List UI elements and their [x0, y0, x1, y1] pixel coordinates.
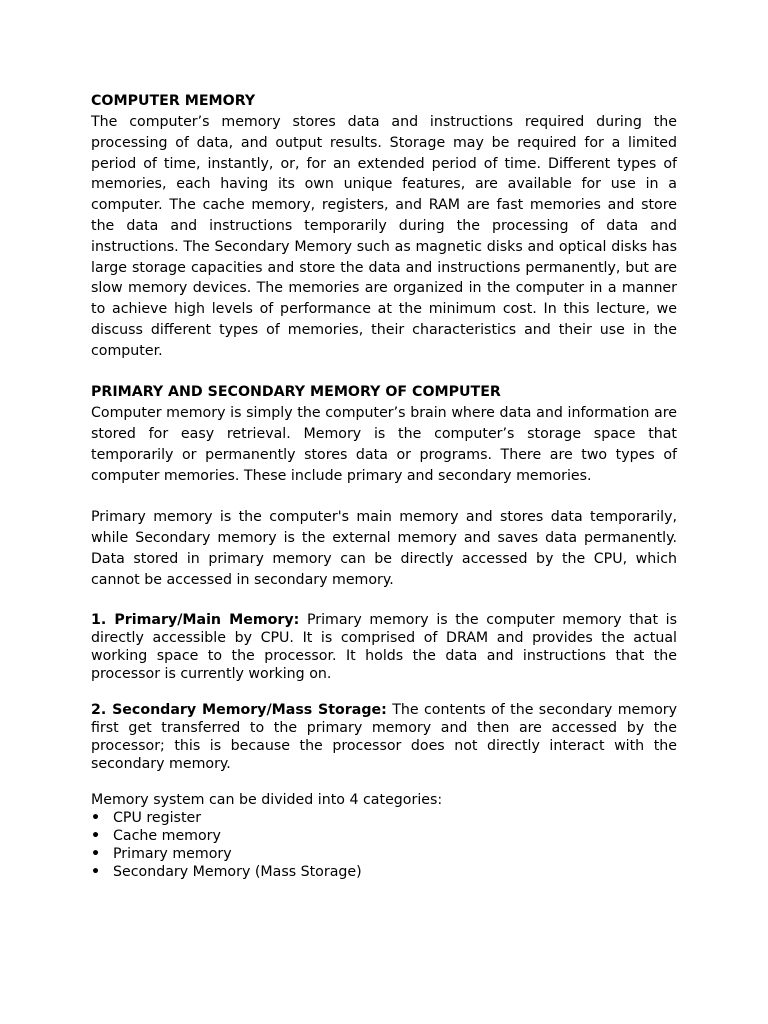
list-item — [91, 827, 677, 845]
item-primary-memory-text: Primary memory is the computer memory that is directly accessible by CPU. It is comprised of DRAM and provides the actual working space to the processor. It holds the data and instructions that the processor is currently working on. — [91, 612, 677, 683]
spacer — [91, 487, 677, 508]
paragraph-primary-vs-secondary: Primary memory is the computer's main memory and stores data temporarily, while Secondary memory is the external memory and saves data permanently. Data stored in primary memory can be directly accessed by the CPU, which cannot be accessed in secondary memory. — [91, 509, 677, 588]
categories-list — [91, 809, 677, 881]
spacer — [91, 773, 677, 791]
bullet-icon: • — [91, 828, 101, 845]
spacer — [91, 591, 677, 612]
spacer — [91, 683, 677, 701]
bullet-icon: • — [91, 846, 101, 863]
item-secondary-memory — [91, 701, 677, 773]
item-primary-memory — [91, 611, 677, 683]
list-item — [91, 863, 677, 881]
document-page — [91, 91, 677, 881]
section-heading-computer-memory: COMPUTER MEMORY — [91, 93, 256, 109]
bullet-icon: • — [91, 864, 101, 881]
item-secondary-memory-title: 2. Secondary Memory/Mass Storage: — [91, 702, 387, 719]
list-item — [91, 845, 677, 863]
item-primary-memory-title: 1. Primary/Main Memory: — [91, 612, 300, 629]
list-item-label: Secondary Memory (Mass Storage) — [113, 864, 362, 881]
bullet-icon: • — [91, 810, 101, 827]
list-item-label: CPU register — [113, 810, 202, 827]
list-item — [91, 809, 677, 827]
item-secondary-memory-text: The contents of the secondary memory first get transferred to the primary memory and then are accessed by the processor; this is because the processor does not directly interact with the secondary memory. — [91, 702, 677, 773]
paragraph-memory-definition: Computer memory is simply the computer’s brain where data and information are stored for easy retrieval. Memory is the computer’s storage space that temporarily or permanently stores data or programs. There are two types of computer memories. These include primary and secondary memories. — [91, 405, 677, 484]
paragraph-computer-memory: The computer’s memory stores data and instructions required during the processing of data, and output results. Storage may be required for a limited period of time, instantly, or, for an extended period of time. Different types of memories, each having its own unique features, are available for use in a computer. The cache memory, registers, and RAM are fast memories and store the data and instructions temporarily during the processing of data and instructions. The Secondary Memory such as magnetic disks and optical disks has large storage capacities and store the data and instructions permanently, but are slow memory devices. The memories are organized in the computer in a manner to achieve high levels of performance at the minimum cost. In this lecture, we discuss different types of memories, their characteristics and their use in the computer. — [91, 114, 677, 359]
section-heading-primary-secondary: PRIMARY AND SECONDARY MEMORY OF COMPUTER — [91, 384, 501, 401]
categories-intro: Memory system can be divided into 4 categories: — [91, 792, 443, 809]
list-item-label: Cache memory — [113, 828, 221, 845]
list-item-label: Primary memory — [113, 846, 232, 863]
spacer — [91, 362, 677, 383]
